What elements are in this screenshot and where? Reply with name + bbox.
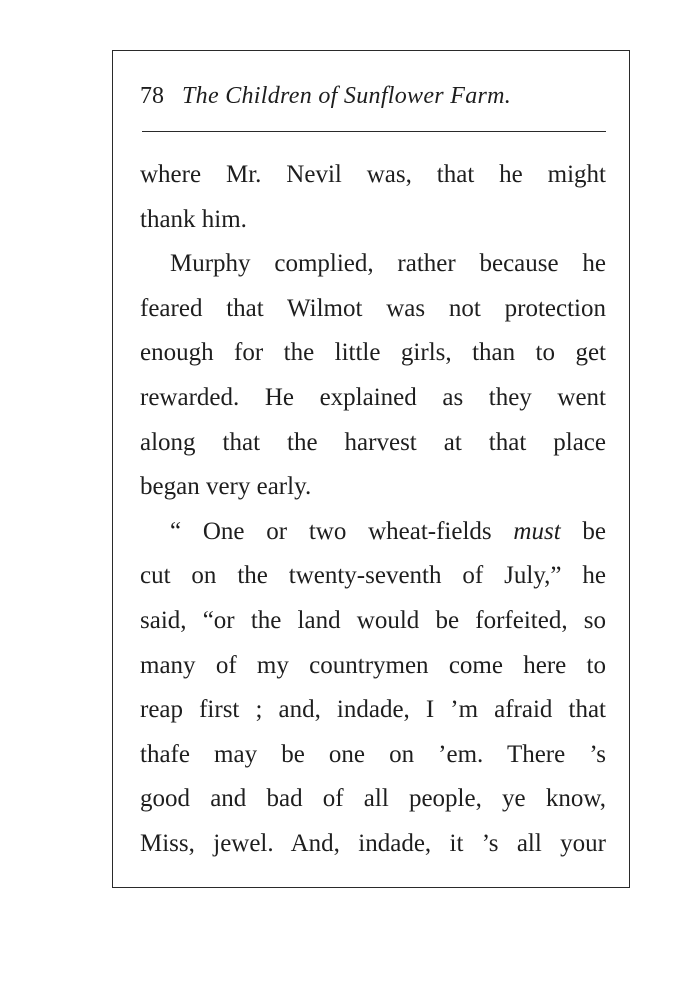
text-line: Miss, jewel. And, indade, it ’s all your [140,829,606,857]
text-line: said, “or the land would be forfeited, so [140,606,606,634]
text-run: be [582,517,606,545]
text-line: feared that Wilmot was not protection [140,294,606,322]
text-line: began very early. [140,473,312,501]
text-line: good and bad of all people, ye know, [140,785,606,813]
text-line: reap first ; and, indade, I ’m afraid that [140,696,606,724]
text-line: many of my countrymen come here to [140,651,606,679]
text-line: rewarded. He explained as they went [140,383,606,411]
page-number: 78 [140,83,164,109]
text-line: where Mr. Nevil was, that he might [140,161,606,188]
text-line [140,510,606,555]
text-line: Murphy complied, rather because he [170,250,606,278]
text-run: “ One or two wheat-fields [170,517,492,545]
body-text [140,153,606,867]
text-line: thafe may be one on ’em. There ’s [140,740,606,768]
text-line: along that the harvest at that place [140,428,606,456]
text-line: cut on the twenty-seventh of July,” he [140,562,606,590]
text-line: enough for the little girls, than to get [140,339,606,367]
emphasis-word: must [513,517,561,545]
header-rule [142,131,606,132]
running-head [140,78,610,114]
book-title: The Children of Sunflower Farm. [182,83,512,109]
text-line: thank him. [140,205,247,233]
